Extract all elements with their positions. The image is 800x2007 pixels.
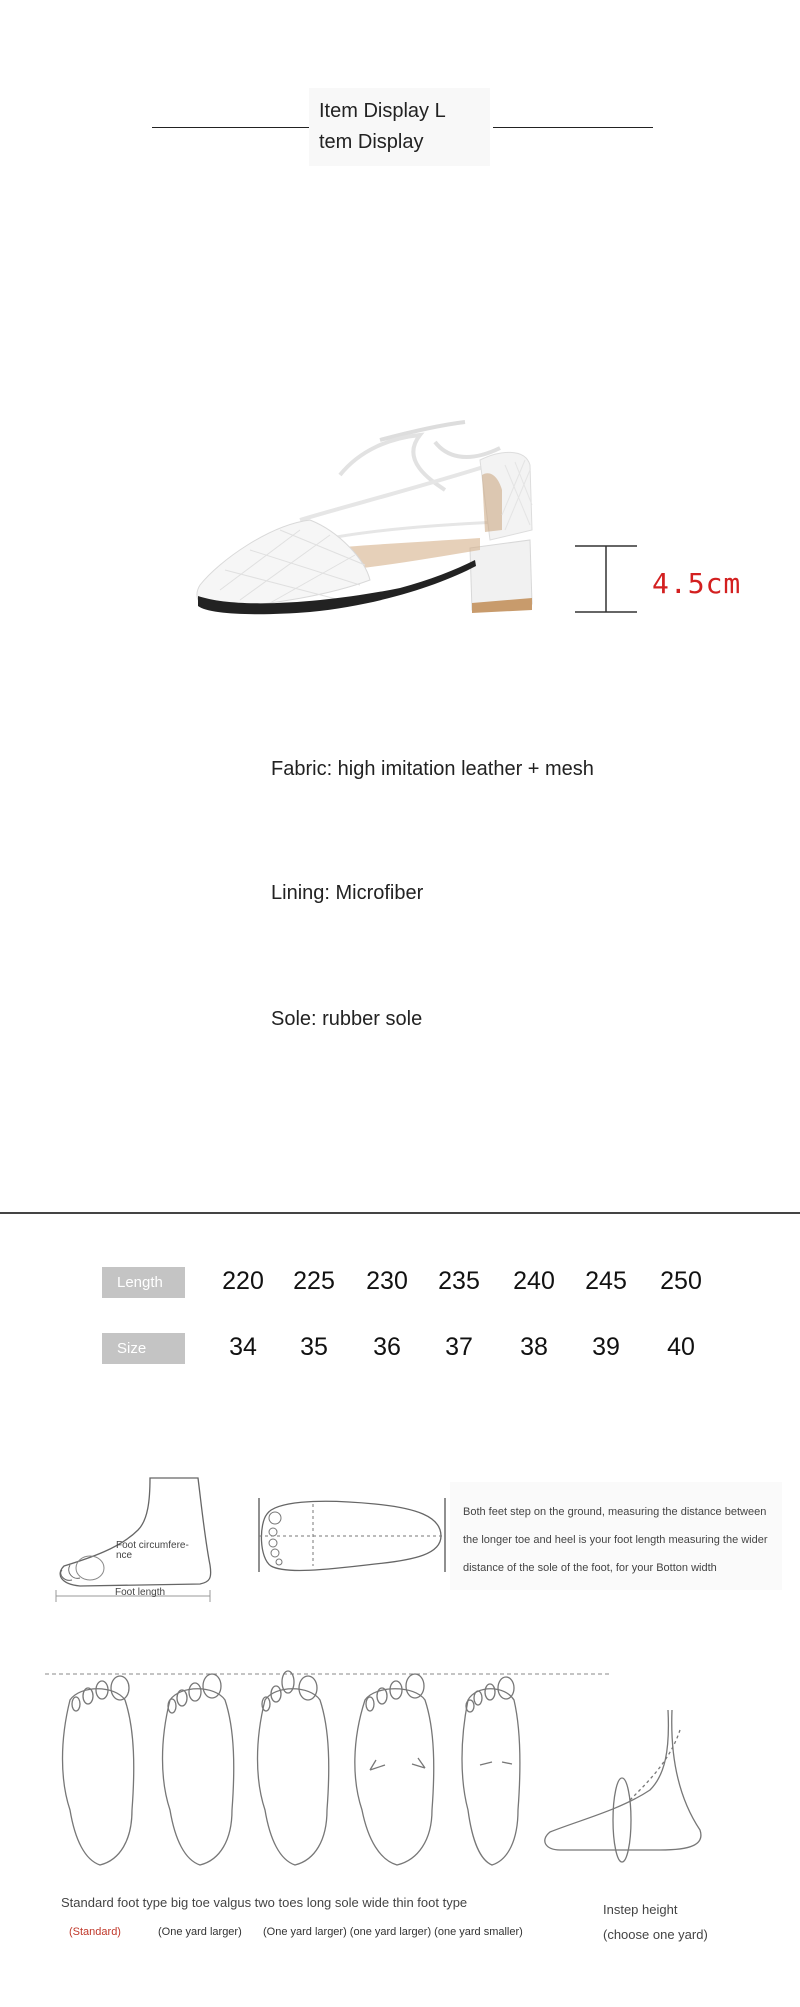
section-title-line1: Item Display L <box>319 100 446 122</box>
size-value: 37 <box>445 1333 473 1361</box>
size-row-label: Size <box>102 1333 185 1364</box>
heel-height-marker <box>573 544 639 614</box>
spec-lining: Lining: Microfiber <box>271 882 424 904</box>
length-value: 240 <box>513 1267 555 1295</box>
length-value: 250 <box>660 1267 702 1295</box>
size-value: 38 <box>520 1333 548 1361</box>
size-value: 39 <box>592 1333 620 1361</box>
header-rule-right <box>493 127 653 128</box>
foot-length-label: Foot length <box>115 1587 166 1598</box>
measure-instructions: Both feet step on the ground, measuring the distance between the longer toe and heel is your foot length measuring the wider distance of the sole of the foot, for your Botton width <box>463 1506 768 1574</box>
standard-note: (Standard) <box>69 1926 121 1938</box>
foot-types-icon <box>40 1660 760 1870</box>
type-notes: (One yard larger) (one yard larger) (one yard smaller) <box>263 1926 523 1938</box>
size-value: 35 <box>300 1333 328 1361</box>
foot-circumference-label: Foot circumfere- nce <box>116 1540 189 1561</box>
instep-title: Instep height <box>603 1902 678 1917</box>
foot-types-caption: Standard foot type big toe valgus two toes long sole wide thin foot type <box>61 1895 468 1910</box>
spec-fabric: Fabric: high imitation leather + mesh <box>271 758 594 780</box>
spec-sole: Sole: rubber sole <box>271 1008 423 1030</box>
header-rule-left <box>152 127 309 128</box>
instep-note: (choose one yard) <box>603 1927 708 1942</box>
length-row-label: Length <box>102 1267 185 1298</box>
heel-height-label: 4.5cm <box>652 567 742 600</box>
size-value: 34 <box>229 1333 257 1361</box>
length-value: 220 <box>222 1267 264 1295</box>
foot-top-icon <box>255 1494 450 1579</box>
valgus-note: (One yard larger) <box>158 1926 242 1938</box>
length-value: 245 <box>585 1267 627 1295</box>
length-value: 235 <box>438 1267 480 1295</box>
length-value: 225 <box>293 1267 335 1295</box>
size-value: 40 <box>667 1333 695 1361</box>
section-divider <box>0 1212 800 1214</box>
shoe-image <box>180 420 560 640</box>
size-value: 36 <box>373 1333 401 1361</box>
section-title-line2: tem Display <box>319 131 424 153</box>
section-title <box>319 96 479 158</box>
length-value: 230 <box>366 1267 408 1295</box>
foot-side-icon <box>50 1470 220 1605</box>
